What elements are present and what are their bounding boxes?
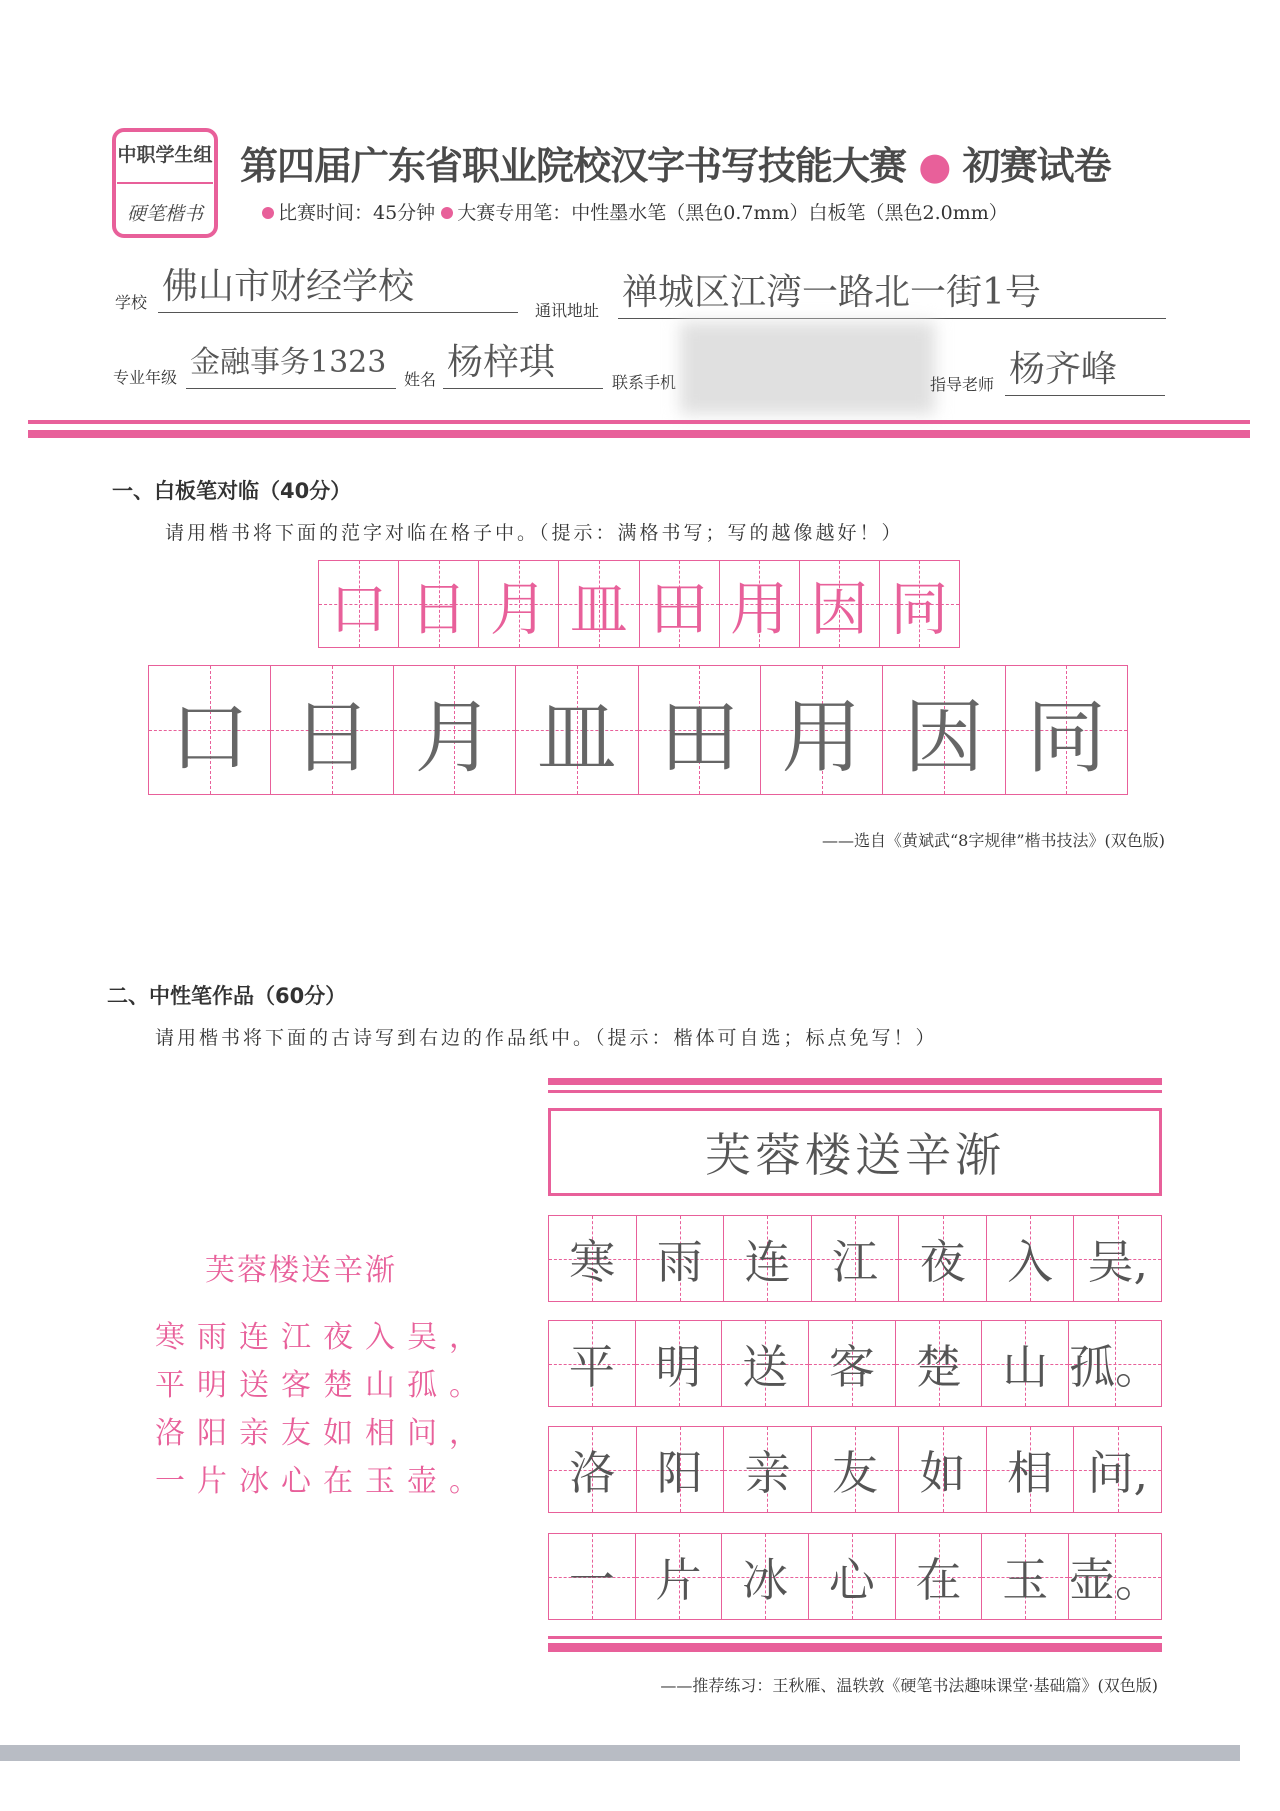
work-cell (812, 1216, 900, 1301)
teacher-label: 指导老师 (930, 375, 995, 394)
major-label: 专业年级 (113, 368, 178, 387)
model-char-cell (880, 561, 959, 647)
char: 田 (659, 690, 740, 784)
char: 口 (329, 575, 388, 643)
exam-info (262, 198, 1008, 225)
char: 阳 (656, 1445, 703, 1500)
char: 连 (744, 1234, 791, 1289)
poem-line: 一片冰心在玉壶。 (155, 1464, 491, 1499)
work-cell (899, 1216, 987, 1301)
section1-instruction: 请用楷书将下面的范字对临在格子中。（提示：满格书写；写的越像越好！） (165, 522, 904, 544)
char: 片 (655, 1552, 702, 1607)
work-bottom-border (548, 1636, 1162, 1639)
char: 月 (414, 690, 495, 784)
char: 因 (903, 690, 984, 784)
work-title-box[interactable]: 芙蓉楼送辛渐 (548, 1108, 1162, 1196)
work-cell (1069, 1534, 1161, 1619)
practice-char-cell (516, 666, 638, 794)
poem-title: 芙蓉楼送辛渐 (205, 1253, 397, 1288)
work-row[interactable] (548, 1320, 1162, 1407)
work-cell (637, 1427, 725, 1512)
work-top-border (548, 1090, 1162, 1093)
practice-char-cell (883, 666, 1005, 794)
char: 吴, (1087, 1234, 1149, 1289)
work-cell (809, 1534, 896, 1619)
exam-pen: 大赛专用笔：中性墨水笔（黑色0.7mm）白板笔（黑色2.0mm） (457, 202, 1008, 224)
address-label: 通讯地址 (535, 301, 600, 320)
char: 楚 (915, 1339, 962, 1394)
section1-heading: 一、白板笔对临（40分） (112, 479, 352, 503)
char: 心 (828, 1552, 875, 1607)
work-cell (637, 1216, 725, 1301)
char: 夜 (919, 1234, 966, 1289)
bullet-icon (262, 207, 274, 219)
char: 一 (568, 1552, 615, 1607)
work-top-border (548, 1078, 1162, 1085)
teacher-field[interactable]: 杨齐峰 (1005, 345, 1165, 396)
work-cell (987, 1427, 1075, 1512)
char: 寒 (569, 1234, 616, 1289)
scan-edge-bar (0, 1745, 1240, 1761)
char: 如 (919, 1445, 966, 1500)
section2-source: ——推荐练习：王秋雁、温轶敦《硬笔书法趣味课堂·基础篇》(双色版) (660, 1676, 1158, 1695)
char: 用 (730, 575, 789, 643)
practice-char-grid[interactable] (148, 665, 1128, 795)
char: 友 (832, 1445, 879, 1500)
practice-char-cell (394, 666, 516, 794)
char: 壶。 (1069, 1552, 1162, 1607)
work-cell (549, 1216, 637, 1301)
work-cell (982, 1321, 1069, 1406)
work-cell (982, 1534, 1069, 1619)
address-field[interactable]: 禅城区江湾一路北一街1号 (618, 268, 1166, 319)
phone-redacted (680, 322, 935, 414)
model-char-cell (479, 561, 559, 647)
char: 月 (489, 575, 548, 643)
divider-line (28, 430, 1250, 438)
divider-line (28, 420, 1250, 424)
work-cell (896, 1321, 983, 1406)
char: 因 (810, 575, 869, 643)
char: 同 (1026, 690, 1107, 784)
work-cell (722, 1321, 809, 1406)
work-cell (549, 1427, 637, 1512)
section1-source: ——选自《黄斌武“8字规律”楷书技法》(双色版) (821, 831, 1165, 850)
model-char-cell (640, 561, 720, 647)
practice-char-cell (761, 666, 883, 794)
work-cell (722, 1534, 809, 1619)
char: 入 (1007, 1234, 1054, 1289)
char: 皿 (536, 690, 617, 784)
work-cell (1074, 1216, 1161, 1301)
category-badge (112, 128, 218, 238)
work-cell (1074, 1427, 1161, 1512)
char: 相 (1007, 1445, 1054, 1500)
model-char-grid (318, 560, 960, 648)
work-cell (896, 1534, 983, 1619)
practice-char-cell (1006, 666, 1127, 794)
major-field[interactable]: 金融事务1323 (186, 338, 396, 389)
char: 玉 (1002, 1552, 1049, 1607)
practice-char-cell (271, 666, 393, 794)
char: 江 (832, 1234, 879, 1289)
badge-divider (117, 182, 213, 184)
work-row[interactable] (548, 1426, 1162, 1513)
work-cell (724, 1427, 812, 1512)
work-row[interactable] (548, 1533, 1162, 1620)
work-cell (809, 1321, 896, 1406)
school-field[interactable]: 佛山市财经学校 (158, 262, 518, 313)
work-bottom-border (548, 1643, 1162, 1652)
work-cell (549, 1321, 636, 1406)
work-cell (636, 1321, 723, 1406)
name-label: 姓名 (404, 370, 437, 389)
bullet-icon: ● (906, 144, 963, 188)
exam-time: 比赛时间：45分钟 (278, 202, 436, 224)
model-char-cell (559, 561, 639, 647)
model-char-cell (720, 561, 800, 647)
char: 用 (781, 690, 862, 784)
school-label: 学校 (115, 293, 148, 312)
char: 孤。 (1069, 1339, 1162, 1394)
exam-title (240, 135, 1111, 190)
work-cell (812, 1427, 900, 1512)
char: 明 (655, 1339, 702, 1394)
work-cell (987, 1216, 1075, 1301)
model-char-cell (399, 561, 479, 647)
char: 问, (1087, 1445, 1149, 1500)
practice-char-cell (149, 666, 271, 794)
char: 冰 (742, 1552, 789, 1607)
char: 雨 (656, 1234, 703, 1289)
char: 日 (292, 690, 373, 784)
char: 客 (828, 1339, 875, 1394)
model-char-cell (800, 561, 880, 647)
section2-instruction: 请用楷书将下面的古诗写到右边的作品纸中。（提示：楷体可自选；标点免写！） (155, 1027, 938, 1049)
char: 亲 (744, 1445, 791, 1500)
badge-group: 中职学生组 (117, 143, 213, 166)
work-cell (549, 1534, 636, 1619)
char: 送 (742, 1339, 789, 1394)
char: 平 (568, 1339, 615, 1394)
char: 在 (915, 1552, 962, 1607)
poem-line: 洛阳亲友如相问， (155, 1416, 491, 1451)
name-field[interactable]: 杨梓琪 (443, 338, 603, 389)
section2-heading: 二、中性笔作品（60分） (107, 984, 347, 1008)
char: 田 (650, 575, 709, 643)
title-suffix: 初赛试卷 (962, 144, 1111, 188)
poem-line: 平明送客楚山孤。 (155, 1368, 491, 1403)
char: 日 (409, 575, 468, 643)
work-cell (724, 1216, 812, 1301)
bullet-icon (441, 207, 453, 219)
work-cell (1069, 1321, 1161, 1406)
work-row[interactable] (548, 1215, 1162, 1302)
poem-line: 寒雨连江夜入吴， (155, 1320, 491, 1355)
phone-label: 联系手机 (612, 373, 677, 392)
model-char-cell (319, 561, 399, 647)
title-main: 第四届广东省职业院校汉字书写技能大赛 (240, 144, 907, 188)
char: 皿 (569, 575, 628, 643)
work-cell (899, 1427, 987, 1512)
badge-category: 硬笔楷书 (126, 203, 203, 226)
char: 洛 (569, 1445, 616, 1500)
char: 同 (890, 575, 949, 643)
practice-char-cell (639, 666, 761, 794)
char: 山 (1002, 1339, 1049, 1394)
char: 口 (169, 690, 250, 784)
work-cell (636, 1534, 723, 1619)
